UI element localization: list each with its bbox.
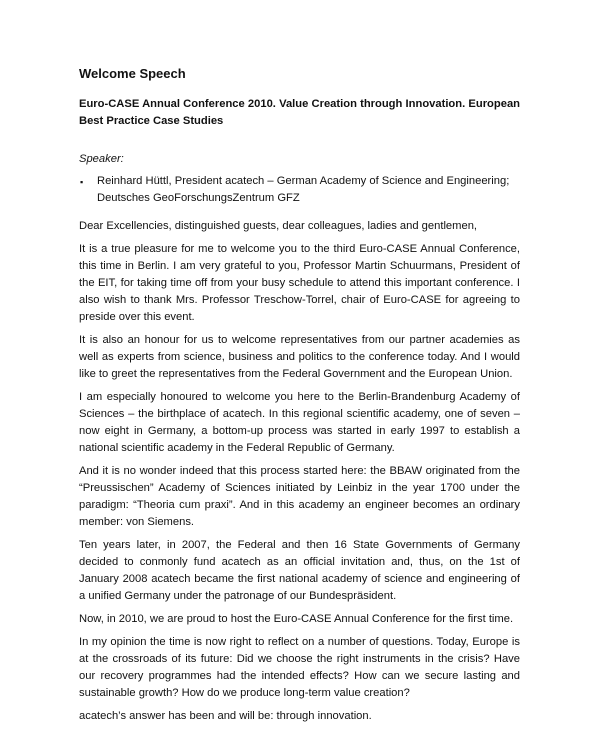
paragraph-closing: acatech’s answer has been and will be: through innovation. [79,710,372,722]
paragraph: In my opinion the time is now right to reflect on a number of questions. Today, Europe is at the crossroads of its future: Did we choose the right instruments in the crisis? Have our recovery programmes had the intended effects? How can we secure lasting and sustainable growth? How do we produce long-term value creation? [79,636,520,699]
paragraph: Now, in 2010, we are proud to host the Euro-CASE Annual Conference for the first time. [79,613,514,625]
speaker-label: Speaker: [79,153,124,165]
paragraph: Ten years later, in 2007, the Federal and then 16 State Governments of Germany decided to conmonly fund acatech as an official invitation and, thus, on the 1st of January 2008 acatech became the first national academy of science and engineering of a unified Germany under the patronage of our Bundespräsident. [79,539,520,602]
speaker-name: Reinhard Hüttl, President acatech – German Academy of Science and Engineering; Deutsches GeoForschungsZentrum GFZ [97,175,510,204]
paragraph: It is a true pleasure for me to welcome you to the third Euro-CASE Annual Conference, this time in Berlin. I am very grateful to you, Professor Martin Schuurmans, President of the EIT, for taking time off from your busy schedule to attend this important conference. I also wish to thank Mrs. Professor Treschow-Torrel, chair of Euro-CASE for agreeing to preside over this event. [79,243,520,323]
paragraph-greeting: Dear Excellencies, distinguished guests, dear colleagues, ladies and gentlemen, [79,220,478,232]
paragraph: I am especially honoured to welcome you here to the Berlin-Brandenburg Academy of Sciences – the birthplace of acatech. In this regional scientific academy, one of seven – now eight in Germany, a bottom-up process was started in early 1997 to establish a national scientific academy in the Federal Republic of Germany. [79,391,520,454]
document-subtitle: Euro-CASE Annual Conference 2010. Value Creation through Innovation. European Best Practice Case Studies [79,98,520,127]
speech-body [79,218,520,731]
paragraph: And it is no wonder indeed that this process started here: the BBAW originated from the “Preussischen” Academy of Sciences initiated by Leinbiz in the year 1700 under the paradigm: “Theoria cum praxi”. And in this academy an engineer becomes an ordinary member: von Siemens. [79,465,520,528]
page-title: Welcome Speech [79,66,186,81]
paragraph: It is also an honour for us to welcome representatives from our partner academies as well as experts from science, business and politics to the conference today. And I would like to greet the representatives from the Federal Government and the European Union. [79,334,520,380]
bullet-icon: ▪ [80,177,84,187]
